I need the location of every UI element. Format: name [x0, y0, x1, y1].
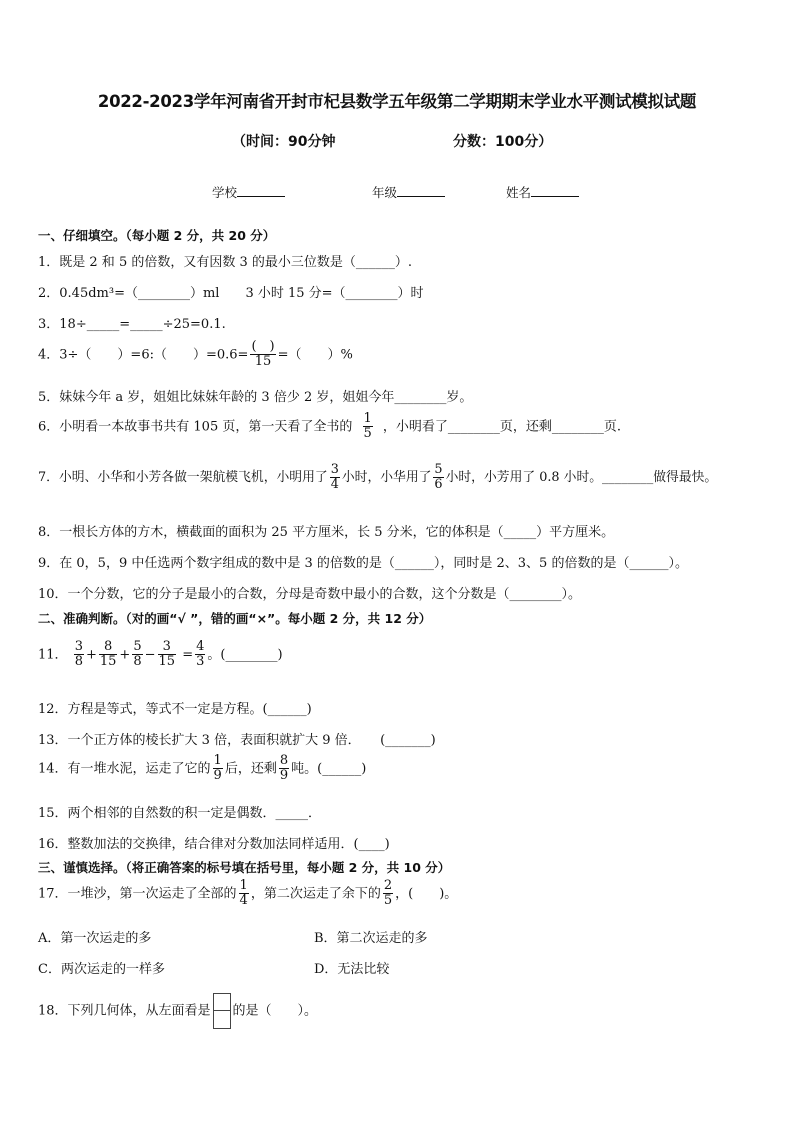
q7-text-a: 7．小明、小华和小芳各做一架航模飞机，小明用了: [38, 470, 328, 486]
question-15: 15．两个相邻的自然数的积一定是偶数．_____．: [38, 806, 322, 821]
q11-label: 11．: [38, 647, 68, 663]
question-14: [38, 754, 366, 784]
question-7: [38, 463, 717, 492]
exam-time: （时间：90分钟: [232, 134, 336, 150]
q14-fraction-1: $\frac{1}{9}$: [213, 753, 222, 784]
name-label: 姓名: [506, 185, 532, 200]
question-5: 5．妹妹今年 a 岁，姐姐比妹妹年龄的 3 倍少 2 岁，姐姐今年________岁。: [38, 390, 473, 405]
q18-text-a: 18．下列几何体，从左面看是: [38, 1003, 211, 1019]
q14-text-a: 14．有一堆水泥，运走了它的: [38, 761, 211, 777]
school-label: 学校: [212, 185, 238, 200]
q17-text-a: 17．一堆沙，第一次运走了全部的: [38, 886, 237, 902]
page-title: 2022-2023学年河南省开封市杞县数学五年级第二学期期末学业水平测试模拟试题: [97, 92, 697, 111]
q4-fraction: $\frac{( )}{15}$: [251, 339, 275, 370]
q11-op-3: −: [144, 647, 156, 663]
question-4: [38, 340, 353, 370]
q17-option-a[interactable]: A．第一次运走的多: [38, 931, 152, 946]
question-11: [38, 640, 283, 670]
exam-score: 分数：100分）: [453, 134, 553, 150]
q11-frac-5: $\frac{4}{3}$: [196, 639, 205, 670]
q6-fraction: $\frac{1}{5}$: [363, 411, 372, 442]
q17-option-b[interactable]: B．第二次运走的多: [314, 931, 428, 946]
question-12: 12．方程是等式，等式不一定是方程。(______): [38, 702, 312, 717]
q14-text-b: 后，还剩: [224, 761, 277, 777]
name-blank[interactable]: [531, 184, 579, 197]
q17-text-c: ，( )。: [395, 886, 458, 902]
q17-option-d[interactable]: D．无法比较: [314, 962, 390, 977]
school-blank[interactable]: [237, 184, 285, 197]
name-field[interactable]: [506, 183, 579, 201]
q6-text-b: ，小明看了________页，还剩________页.: [382, 419, 622, 435]
question-18: [38, 993, 317, 1029]
grade-field[interactable]: [372, 183, 445, 201]
question-13: 13．一个正方体的棱长扩大 3 倍，表面积就扩大 9 倍． (_______): [38, 733, 436, 748]
section-2-heading: 二、准确判断。（对的画“√ ”，错的画“×”。每小题 2 分，共 12 分）: [38, 611, 432, 626]
question-1: 1．既是 2 和 5 的倍数，又有因数 3 的最小三位数是（______）.: [38, 255, 413, 270]
grade-label: 年级: [372, 185, 398, 200]
q17-option-c[interactable]: C．两次运走的一样多: [38, 962, 165, 977]
q11-frac-4: $\frac{3}{15}$: [158, 639, 176, 670]
question-8: 8．一根长方体的方木，横截面的面积为 25 平方厘米，长 5 分米，它的体积是（_____）平方厘米。: [38, 525, 615, 540]
question-10: 10．一个分数，它的分子是最小的合数，分母是奇数中最小的合数，这个分数是（________）。: [38, 587, 582, 602]
q7-fraction-1: $\frac{3}{4}$: [330, 462, 339, 493]
q4-text-a: 4．3÷（ ）=6:（ ）=0.6=: [38, 347, 249, 363]
grade-blank[interactable]: [397, 184, 445, 197]
q7-text-c: 小时，小芳用了 0.8 小时。________做得最快。: [445, 470, 718, 486]
q11-op-2: +: [119, 647, 131, 663]
q14-fraction-2: $\frac{8}{9}$: [279, 753, 289, 784]
q11-frac-3: $\frac{5}{8}$: [133, 639, 142, 670]
rect-split-icon: [213, 993, 231, 1029]
section-3-heading: 三、谨慎选择。（将正确答案的标号填在括号里，每小题 2 分，共 10 分）: [38, 860, 451, 875]
section-1-heading: 一、仔细填空。（每小题 2 分，共 20 分）: [38, 228, 276, 243]
question-16: 16．整数加法的交换律，结合律对分数加法同样适用．(____): [38, 837, 390, 852]
q17-text-b: ，第二次运走了余下的: [250, 886, 381, 902]
q18-text-b: 的是（ ）。: [232, 1003, 318, 1019]
question-3: 3．18÷_____=_____÷25=0.1.: [38, 317, 226, 332]
question-6: [38, 412, 621, 442]
q7-text-b: 小时，小华用了: [341, 470, 432, 486]
q11-frac-2: $\frac{8}{15}$: [99, 639, 117, 670]
q17-fraction-2: $\frac{2}{5}$: [383, 878, 393, 909]
q17-fraction-1: $\frac{1}{4}$: [239, 878, 248, 909]
q11-equals: =: [182, 647, 194, 663]
q4-text-b: =（ ）%: [277, 347, 353, 363]
q14-text-c: 吨。(______): [291, 761, 367, 777]
q7-fraction-2: $\frac{5}{6}$: [434, 462, 443, 493]
question-9: 9．在 0，5，9 中任选两个数字组成的数中是 3 的倍数的是（______），同时是 2、3、5 的倍数的是（______）。: [38, 556, 688, 571]
school-field[interactable]: [212, 183, 285, 201]
q11-tail: 。(________): [207, 647, 283, 663]
q11-frac-1: $\frac{3}{8}$: [74, 639, 83, 670]
q6-text-a: 6．小明看一本故事书共有 105 页，第一天看了全书的: [38, 419, 353, 435]
q11-op-1: +: [85, 647, 97, 663]
question-17: [38, 879, 457, 909]
question-2: 2．0.45dm³=（________）ml 3 小时 15 分=（________）时: [38, 286, 424, 301]
